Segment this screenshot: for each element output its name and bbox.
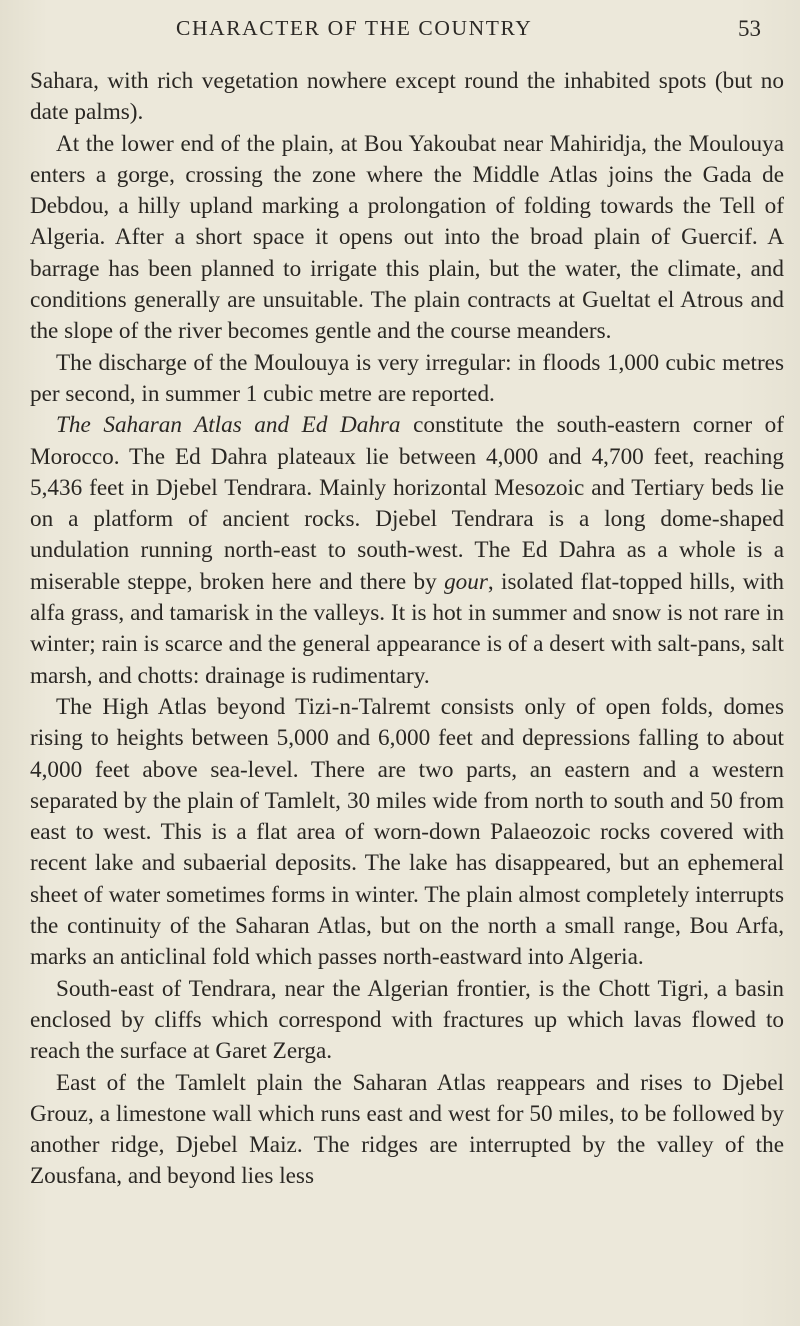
running-title: CHARACTER OF THE COUNTRY xyxy=(176,16,533,40)
body-text xyxy=(30,66,784,1193)
paragraph-chott-tigri: South-east of Tendrara, near the Algerian frontier, is the Chott Tigri, a basin enclosed by cliffs which correspond with fractures up which lavas flowed to reach the surface at Garet Zerga. xyxy=(30,975,784,1065)
paragraph-moulouya-gorge: At the lower end of the plain, at Bou Yakoubat near Mahiridja, the Moulouya enters a gorge, crossing the zone where the Middle Atlas joins the Gada de Debdou, a hilly upland marking a prolongation of folding towards the Tell of Algeria. After a short space it opens out into the broad plain of Guercif. A barrage has been planned to irrigate this plain, but the water, the climate, and conditions generally are unsuitable. The plain contracts at Gueltat el Atrous and the slope of the river becomes gentle and the course meanders. xyxy=(30,130,784,345)
italic-term: gour xyxy=(444,568,488,595)
running-head xyxy=(0,14,800,44)
paragraph-moulouya-discharge: The discharge of the Moulouya is very irregular: in floods 1,000 cubic metres per second, in summer 1 cubic metre are reported. xyxy=(30,349,784,407)
paragraph-text: constitute the south-eastern corner of Morocco. The Ed Dahra plateaux lie between 4,000 and 4,700 feet, reaching 5,436 feet in Djebel Tendrara. Mainly horizontal Mesozoic and Tertiary beds lie on a platform of ancient rocks. Djebel Tendrara is a long dome-shaped undulation running north-east to south-west. The Ed Dahra as a whole is a miserable steppe, broken here and there by xyxy=(30,412,784,595)
paragraph-text: , isolated flat-topped hills, with alfa grass, and tamarisk in the valleys. It is hot in summer and snow is not rare in winter; rain is scarce and the general appearance is of a desert with salt-pans, salt marsh, and chotts: drainage is rudimentary. xyxy=(30,568,784,689)
paragraph-high-atlas: The High Atlas beyond Tizi-n-Talremt consists only of open folds, domes rising to heights between 5,000 and 6,000 feet and depressions falling to about 4,000 feet above sea-level. There are two parts, an eastern and a western separated by the plain of Tamlelt, 30 miles wide from north to south and 50 from east to west. This is a flat area of worn-down Palaeozoic rocks covered with recent lake and subaerial deposits. The lake has disappeared, but an ephemeral sheet of water sometimes forms in winter. The plain almost completely interrupts the continuity of the Saharan Atlas, but on the north a small range, Bou Arfa, marks an anticlinal fold which passes north-eastward into Algeria. xyxy=(30,693,784,971)
paragraph-lead-italic: The Saharan Atlas and Ed Dahra xyxy=(56,412,401,439)
paragraph-continuation: Sahara, with rich vegetation nowhere except round the inhabited spots (but no date palms). xyxy=(30,68,784,126)
page-number: 53 xyxy=(738,16,761,41)
paragraph-djebel-grouz: East of the Tamlelt plain the Saharan Atlas reappears and rises to Djebel Grouz, a limestone wall which runs east and west for 50 miles, to be followed by another ridge, Djebel Maiz. The ridges are interrupted by the valley of the Zousfana, and beyond lies less xyxy=(30,1069,784,1190)
paragraph-saharan-atlas xyxy=(30,410,784,692)
